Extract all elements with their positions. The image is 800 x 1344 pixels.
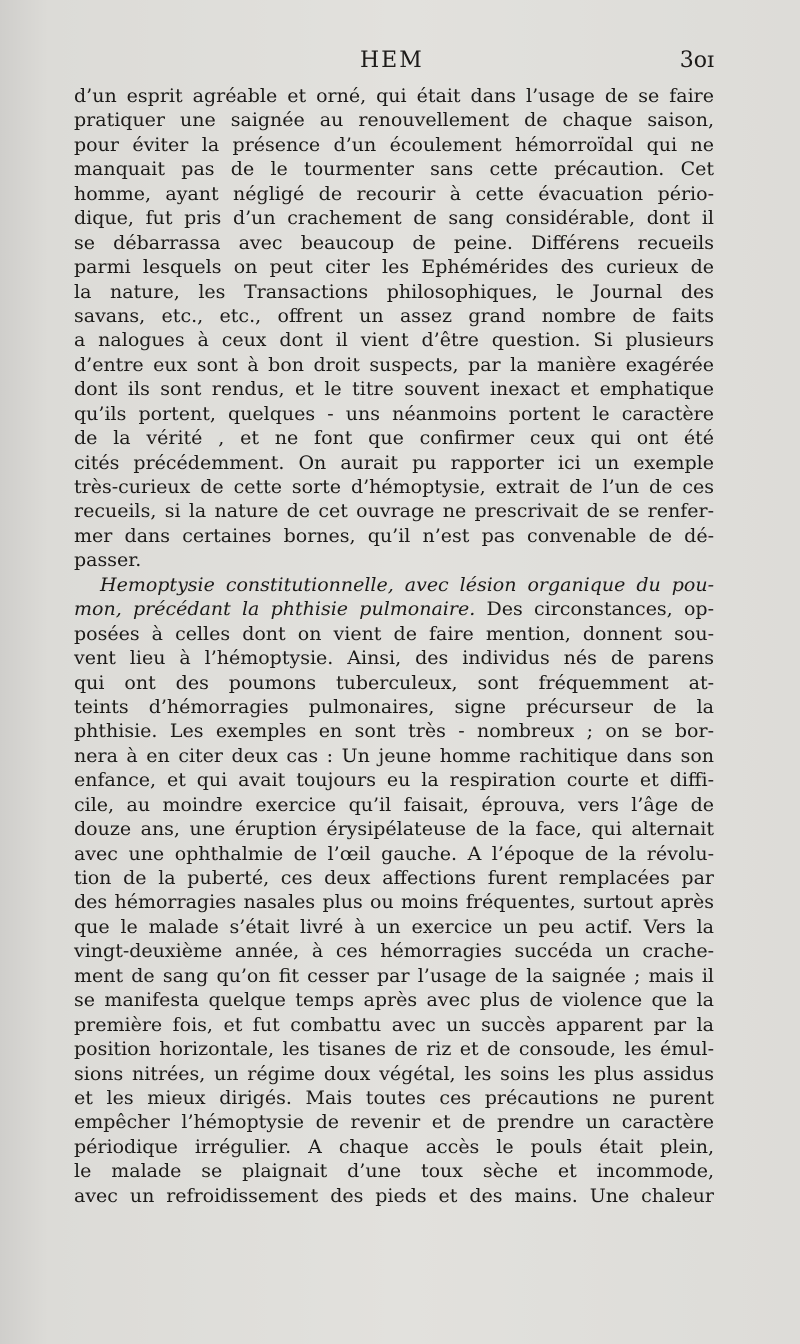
text-line: dique, fut pris d’un crachement de sang considérable, dont il [74,207,714,230]
section-heading-roman: Des circonstances, op- [475,598,714,621]
section-heading-italic: mon, précédant la phthisie pulmonaire. [74,598,476,621]
text-line: d’un esprit agréable et orné, qui était dans l’usage de se faire [74,85,714,107]
text-line: position horizontale, les tisanes de riz et de consoude, les émul- [74,1038,714,1061]
body-text [74,84,714,1208]
section-heading-continued [74,597,714,621]
text-line: avec une ophthalmie de l’œil gauche. A l’époque de la révolu- [74,842,714,865]
text-line: pratiquer une saignée au renouvellement de chaque saison, [74,109,714,132]
text-line: le malade se plaignait d’une toux sèche et incommode, [74,1160,714,1183]
text-line: parmi lesquels on peut citer les Ephémérides des curieux de [74,256,714,279]
text-line: de la vérité , et ne font que confirmer ceux qui ont été [74,427,714,450]
text-line: manquait pas de le tourmenter sans cette précaution. Cet [74,158,714,181]
text-line: teints d’hémorragies pulmonaires, signe précurseur de la [74,695,714,718]
text-line: pour éviter la présence d’un écoulement hémorroïdal qui ne [74,133,714,156]
text-line: qui ont des poumons tuberculeux, sont fréquemment at- [74,671,714,694]
text-line: homme, ayant négligé de recourir à cette évacuation pério- [74,182,714,205]
text-line: périodique irrégulier. A chaque accès le pouls était plein, [74,1135,714,1158]
text-line: nera à en citer deux cas : Un jeune homme rachitique dans son [74,744,714,767]
text-line: qu’ils portent, quelques - uns néanmoins portent le caractère [74,402,714,425]
text-line: a nalogues à ceux dont il vient d’être question. Si plusieurs [74,329,714,352]
text-line: douze ans, une éruption érysipélateuse de la face, qui alternait [74,818,714,841]
text-line: recueils, si la nature de cet ouvrage ne prescrivait de se renfer- [74,500,714,523]
text-line: se débarrassa avec beaucoup de peine. Différens recueils [74,231,714,254]
text-line: et les mieux dirigés. Mais toutes ces précautions ne purent [74,1086,714,1109]
page-number: 3oɪ [679,48,714,73]
text-line: première fois, et fut combattu avec un succès apparent par la [74,1013,714,1036]
section-heading: Hemoptysie constitutionnelle, avec lésion organique du pou- [100,573,714,596]
text-line: ment de sang qu’on fit cesser par l’usage de la saignée ; mais il [74,964,714,987]
text-line: passer. [74,549,142,572]
running-head: HEM [360,48,424,73]
text-line: d’entre eux sont à bon droit suspects, par la manière exagérée [74,353,714,376]
text-line: cités précédemment. On aurait pu rapporter ici un exemple [74,451,714,474]
text-line: cile, au moindre exercice qu’il faisait, éprouva, vers l’âge de [74,793,714,816]
text-line: des hémorragies nasales plus ou moins fréquentes, surtout après [74,891,714,914]
text-line: savans, etc., etc., offrent un assez grand nombre de faits [74,304,714,327]
text-line: se manifesta quelque temps après avec plus de violence que la [74,989,714,1012]
text-line: empêcher l’hémoptysie de revenir et de prendre un caractère [74,1111,714,1134]
text-line: enfance, et qui avait toujours eu la respiration courte et diffi- [74,769,714,792]
page-header [74,48,714,82]
text-line: posées à celles dont on vient de faire mention, donnent sou- [74,622,714,645]
text-line: mer dans certaines bornes, qu’il n’est pas convenable de dé- [74,524,714,547]
text-line: vent lieu à l’hémoptysie. Ainsi, des individus nés de parens [74,647,714,670]
text-line: dont ils sont rendus, et le titre souvent inexact et emphatique [74,378,714,401]
text-line: que le malade s’était livré à un exercice un peu actif. Vers la [74,915,714,938]
text-line: très-curieux de cette sorte d’hémoptysie, extrait de l’un de ces [74,476,714,498]
text-line: phthisie. Les exemples en sont très - nombreux ; on se bor- [74,720,714,743]
text-line: la nature, les Transactions philosophiques, le Journal des [74,280,714,303]
text-line: avec un refroidissement des pieds et des mains. Une chaleur [74,1184,714,1207]
text-line: sions nitrées, un régime doux végétal, les soins les plus assidus [74,1062,714,1085]
text-line: tion de la puberté, ces deux affections furent remplacées par [74,867,714,889]
text-line: vingt-deuxième année, à ces hémorragies succéda un crache- [74,940,714,963]
